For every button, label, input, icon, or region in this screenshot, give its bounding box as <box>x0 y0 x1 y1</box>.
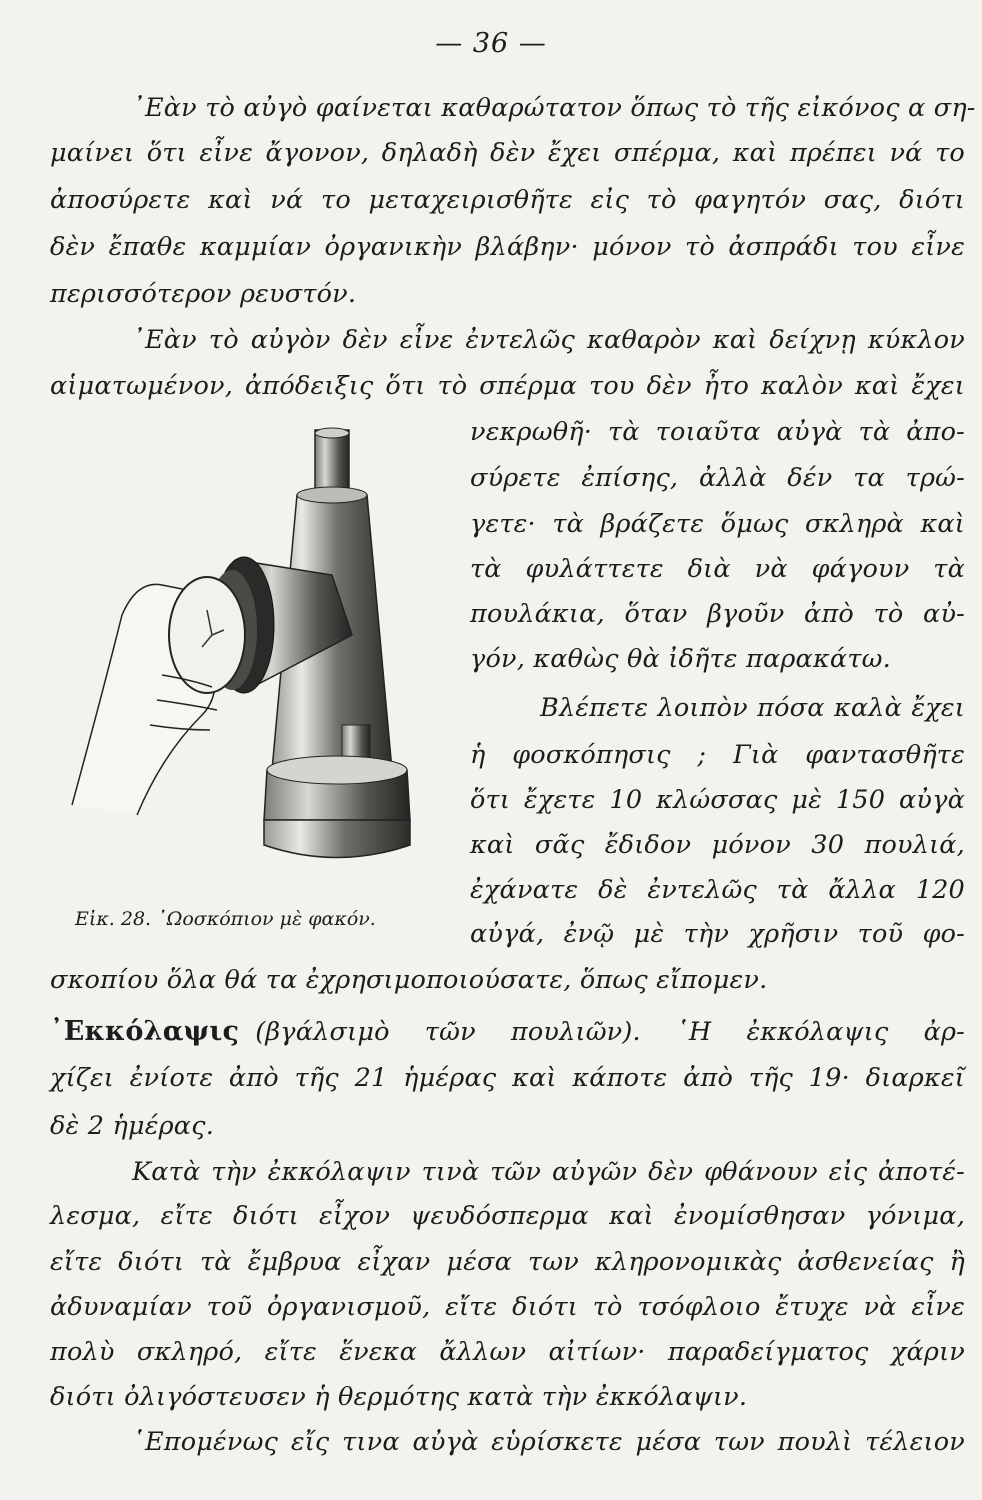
text-line: νεκρωθῆ· τὰ τοιαῦτα αὐγὰ τὰ ἀπο- <box>470 417 965 447</box>
text-line: ἡ φοσκόπησις ; Γιὰ φαντασθῆτε <box>470 740 965 770</box>
text-line: σκοπίου ὅλα θά τα ἐχρησιμοποιούσατε, ὅπως εἴπομεν. <box>50 965 768 995</box>
text-line: πουλάκια, ὅταν βγοῦν ἀπὸ τὸ αὐ- <box>470 599 965 629</box>
text-line: περισσότερον ρευστόν. <box>50 279 357 309</box>
text-line: (βγάλσιμὸ τῶν πουλιῶν). ῾Η ἐκκόλαψις ἀρ- <box>255 1017 965 1047</box>
text-line: Βλέπετε λοιπὸν πόσα καλὰ ἔχει <box>540 693 965 723</box>
section-heading: ᾿Εκκόλαψις <box>50 1016 240 1047</box>
text-line: γετε· τὰ βράζετε ὅμως σκληρὰ καὶ <box>470 509 965 539</box>
text-line: ᾿Εὰν τὸ αὐγὸ φαίνεται καθαρώτατον ὅπως τὸ τῆς εἰκόνος α ση- <box>132 93 976 123</box>
text-line: δὲ 2 ἡμέρας. <box>50 1111 215 1141</box>
text-line: γόν, καθὼς θὰ ἰδῆτε παρακάτω. <box>470 644 891 674</box>
text-line: εἴτε διότι τὰ ἔμβρυα εἶχαν μέσα των κληρονομικὰς ἀσθενείας ἢ <box>50 1247 965 1277</box>
text-line: ἀποσύρετε καὶ νά το μεταχειρισθῆτε εἰς τὸ φαγητόν σας, διότι <box>50 185 965 215</box>
text-line: χίζει ἐνίοτε ἀπὸ τῆς 21 ἡμέρας καὶ κάποτε ἀπὸ τῆς 19· διαρκεῖ <box>50 1063 965 1093</box>
figure-caption: Εἰκ. 28. ᾿Ωοσκόπιον μὲ φακόν. <box>75 908 376 930</box>
text-line: ῾Επομένως εἴς τινα αὐγὰ εὑρίσκετε μέσα των πουλὶ τέλειον <box>132 1427 965 1457</box>
text-line: Κατὰ τὴν ἐκκόλαψιν τινὰ τῶν αὐγῶν δὲν φθάνουν εἰς ἀποτέ- <box>132 1157 965 1187</box>
text-line: ᾿Εὰν τὸ αὐγὸν δὲν εἶνε ἐντελῶς καθαρὸν καὶ δείχνῃ κύκλον <box>132 325 965 355</box>
text-line: σύρετε ἐπίσης, ἀλλὰ δέν τα τρώ- <box>470 463 965 493</box>
section-heading-line <box>50 1012 965 1052</box>
text-line: μαίνει ὅτι εἶνε ἄγονον, δηλαδὴ δὲν ἔχει σπέρμα, καὶ πρέπει νά το <box>50 138 965 168</box>
text-line: λεσμα, εἴτε διότι εἶχον ψευδόσπερμα καὶ ἐνομίσθησαν γόνιμα, <box>50 1201 965 1231</box>
egg-candler-illustration <box>62 425 462 885</box>
text-line: αἱματωμένον, ἀπόδειξις ὅτι τὸ σπέρμα του δὲν ἦτο καλὸν καὶ ἔχει <box>50 371 965 401</box>
text-line: πολὺ σκληρό, εἴτε ἕνεκα ἄλλων αἰτίων· παραδείγματος χάριν <box>50 1337 965 1367</box>
page-number: — 36 — <box>435 28 547 59</box>
text-line: τὰ φυλάττετε διὰ νὰ φάγουν τὰ <box>470 554 965 584</box>
text-line: ἐχάνατε δὲ ἐντελῶς τὰ ἄλλα 120 <box>470 875 965 905</box>
text-line: αὐγά, ἐνῷ μὲ τὴν χρῆσιν τοῦ φο- <box>470 919 965 949</box>
text-line: ἀδυναμίαν τοῦ ὀργανισμοῦ, εἴτε διότι τὸ τσόφλοιο ἔτυχε νὰ εἶνε <box>50 1292 965 1322</box>
text-line: ὅτι ἔχετε 10 κλώσσας μὲ 150 αὐγὰ <box>470 785 965 815</box>
text-line: δὲν ἔπαθε καμμίαν ὀργανικὴν βλάβην· μόνον τὸ ἀσπράδι του εἶνε <box>50 232 965 262</box>
text-line: καὶ σᾶς ἔδιδον μόνον 30 πουλιά, <box>470 830 965 860</box>
text-line: διότι ὀλιγόστευσεν ἡ θερμότης κατὰ τὴν ἐκκόλαψιν. <box>50 1382 748 1412</box>
